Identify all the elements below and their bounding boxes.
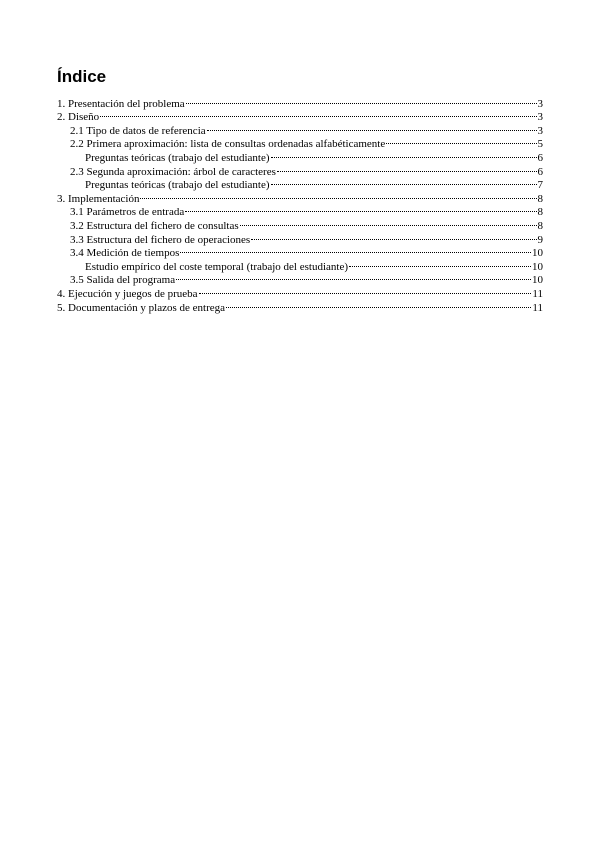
toc-dot-leader xyxy=(100,107,536,121)
toc-dot-leader xyxy=(271,147,537,161)
toc-entry-text[interactable]: 3.5 Salida del programa xyxy=(70,274,176,287)
toc-page-number[interactable]: 3 xyxy=(537,97,543,110)
toc-entry[interactable] xyxy=(57,120,543,137)
toc-entry-text[interactable]: 3. Implementación xyxy=(57,192,140,205)
toc-dot-leader xyxy=(251,229,536,243)
toc-entry-text[interactable]: 5. Documentación y plazos de entrega xyxy=(57,301,225,314)
toc-dot-leader xyxy=(277,161,537,175)
table-of-contents xyxy=(57,93,543,314)
toc-page-number[interactable]: 5 xyxy=(537,138,543,151)
toc-page-number[interactable]: 11 xyxy=(532,287,543,300)
toc-page-number[interactable]: 6 xyxy=(537,151,543,164)
toc-page-number[interactable]: 8 xyxy=(537,192,543,205)
toc-page-number[interactable]: 8 xyxy=(537,206,543,219)
toc-page-number[interactable]: 6 xyxy=(537,165,543,178)
toc-page-number[interactable]: 10 xyxy=(532,260,543,273)
toc-entry-text[interactable]: 1. Presentación del problema xyxy=(57,97,185,110)
toc-dot-leader xyxy=(271,175,537,189)
toc-page-number[interactable]: 3 xyxy=(537,124,543,137)
toc-dot-leader xyxy=(140,188,536,202)
toc-entry[interactable] xyxy=(57,107,543,124)
toc-entry-text[interactable]: Preguntas teóricas (trabajo del estudiante) xyxy=(85,179,270,192)
toc-entry-text[interactable]: 2.1 Tipo de datos de referencia xyxy=(70,124,206,137)
toc-page-number[interactable]: 11 xyxy=(532,301,543,314)
toc-page-number[interactable]: 10 xyxy=(532,247,543,260)
toc-entry-text[interactable]: 2.3 Segunda aproximación: árbol de caracteres xyxy=(70,165,276,178)
toc-page-number[interactable]: 8 xyxy=(537,219,543,232)
toc-page-number[interactable]: 9 xyxy=(537,233,543,246)
toc-dot-leader xyxy=(349,256,531,270)
toc-entry-text[interactable]: 3.1 Parámetros de entrada xyxy=(70,206,185,219)
toc-entry-text[interactable]: 3.4 Medición de tiempos xyxy=(70,247,180,260)
toc-dot-leader xyxy=(176,270,531,284)
toc-dot-leader xyxy=(226,297,531,311)
toc-title: Índice xyxy=(57,67,107,86)
toc-entry-text[interactable]: Preguntas teóricas (trabajo del estudiante) xyxy=(85,151,270,164)
toc-entry-text[interactable]: 2.2 Primera aproximación: lista de consultas ordenadas alfabéticamente xyxy=(70,138,386,151)
toc-entry-text[interactable]: 3.2 Estructura del fichero de consultas xyxy=(70,219,239,232)
toc-entry-text[interactable]: Estudio empírico del coste temporal (trabajo del estudiante) xyxy=(85,260,348,273)
toc-dot-leader xyxy=(180,243,531,257)
toc-dot-leader xyxy=(199,283,532,297)
toc-entry-text[interactable]: 4. Ejecución y juegos de prueba xyxy=(57,287,198,300)
toc-page-number[interactable]: 3 xyxy=(537,111,543,124)
toc-entry[interactable] xyxy=(57,93,543,110)
toc-entry-text[interactable]: 3.3 Estructura del fichero de operaciones xyxy=(70,233,251,246)
toc-page-number[interactable]: 7 xyxy=(537,179,543,192)
toc-dot-leader xyxy=(186,93,537,107)
toc-dot-leader xyxy=(386,134,536,148)
toc-page-number[interactable]: 10 xyxy=(532,274,543,287)
toc-entry-text[interactable]: 2. Diseño xyxy=(57,111,100,124)
toc-dot-leader xyxy=(207,120,537,134)
toc-dot-leader xyxy=(240,215,537,229)
toc-dot-leader xyxy=(185,202,536,216)
